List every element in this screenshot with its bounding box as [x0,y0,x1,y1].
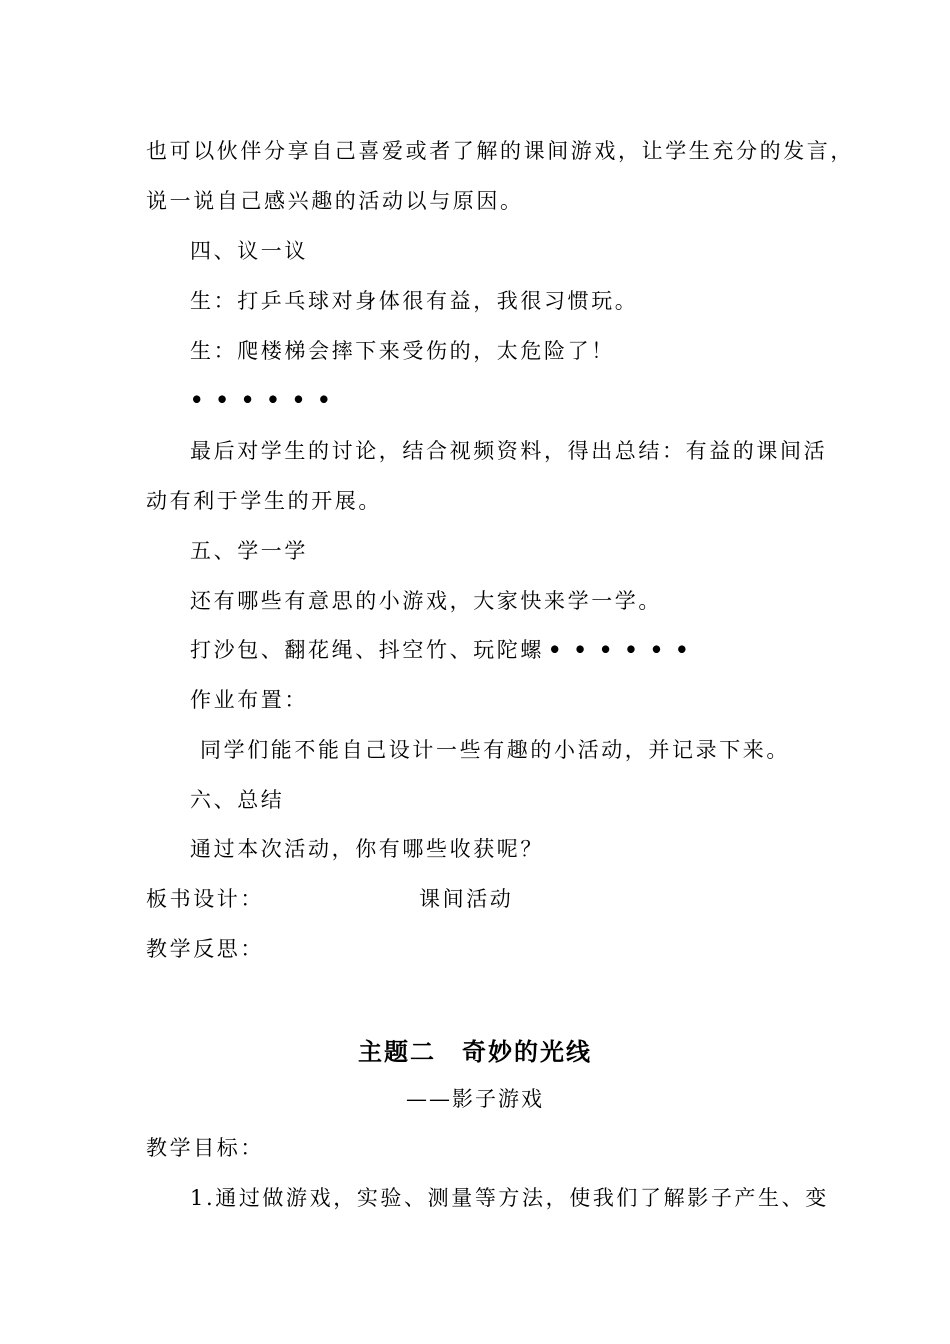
topic-subtitle: ——影子游戏 [406,1087,544,1111]
student-answer-2: 生：爬楼梯会摔下来受伤的，太危险了！ [190,339,615,363]
question-line: 通过本次活动，你有哪些收获呢？ [190,837,544,861]
games-text: 打沙包、翻花绳、抖空竹、玩陀螺 [190,638,544,662]
topic-title: 主题二 奇妙的光线 [358,1038,592,1066]
section-heading-4: 四、议一议 [190,239,308,263]
paragraph-line: 说一说自己感兴趣的活动以与原因。 [146,189,524,213]
games-list [190,636,701,664]
board-design [146,885,513,913]
ellipsis-dots: •••••• [190,387,343,412]
paragraph-line: 也可以伙伴分享自己喜爱或者了解的课间游戏，让学生充分的发言， [146,139,854,163]
board-design-label: 板书设计： [146,887,264,911]
homework-text: 同学们能不能自己设计一些有趣的小活动，并记录下来。 [200,738,790,762]
teaching-reflection-label: 教学反思： [146,937,264,961]
paragraph-line: 最后对学生的讨论，结合视频资料，得出总结：有益的课间活 [190,439,828,463]
paragraph-line: 动有利于学生的开展。 [146,489,382,513]
section-heading-5: 五、学一学 [190,539,308,563]
teaching-goals-label: 教学目标： [146,1136,264,1160]
board-design-value: 课间活动 [419,887,514,911]
teaching-goal-item: 1.通过做游戏，实验、测量等方法，使我们了解影子产生、变 [190,1186,829,1210]
question-line: 还有哪些有意思的小游戏，大家快来学一学。 [190,589,662,613]
homework-title: 作业布置： [190,688,308,712]
section-heading-6: 六、总结 [190,788,285,812]
ellipsis-dots: •••••• [548,637,701,662]
student-answer-1: 生：打乒乓球对身体很有益，我很习惯玩。 [190,289,639,313]
